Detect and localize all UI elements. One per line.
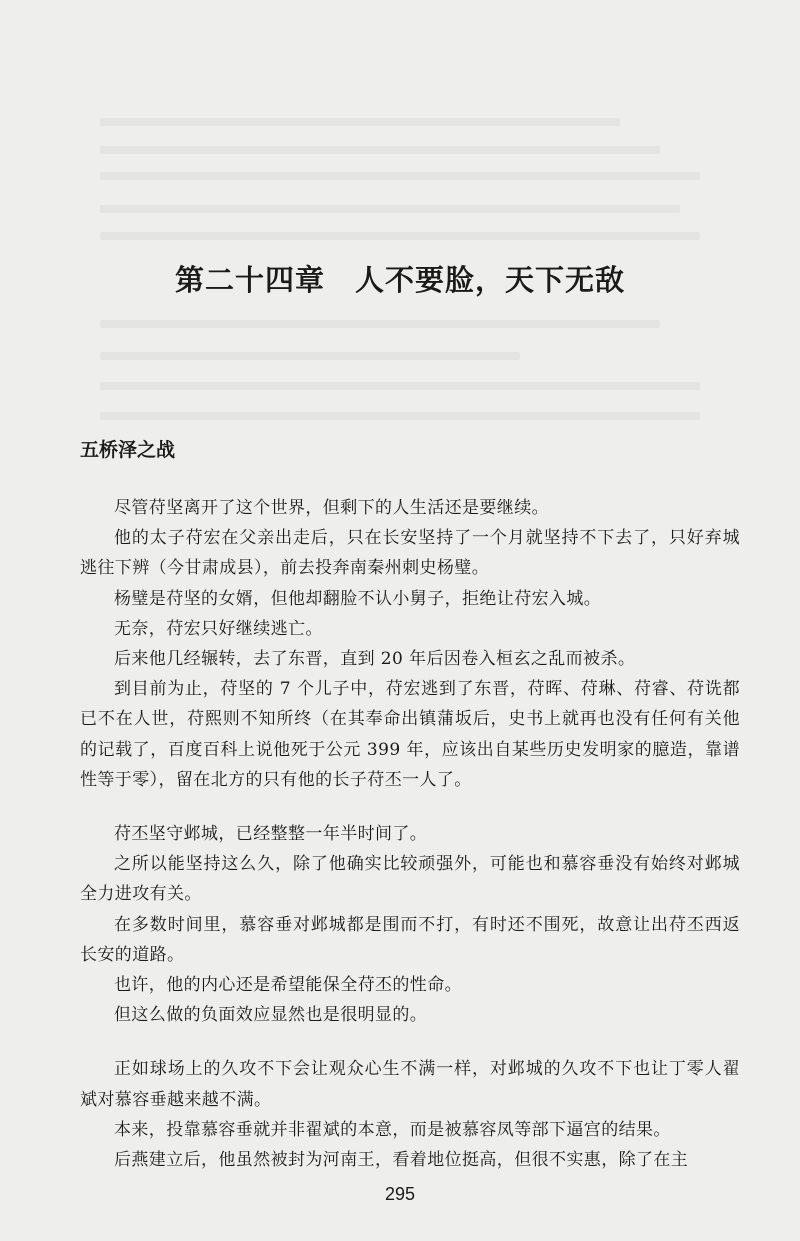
- bleed-through-line: [100, 118, 620, 126]
- paragraph: 正如球场上的久攻不下会让观众心生不满一样，对邺城的久攻不下也让丁零人翟斌对慕容垂越来越不满。: [80, 1059, 740, 1110]
- bleed-through-line: [100, 412, 700, 420]
- paragraph: 也许，他的内心还是希望能保全苻丕的性命。: [114, 975, 462, 996]
- paragraph: 尽管苻坚离开了这个世界，但剩下的人生活还是要继续。: [114, 498, 549, 518]
- paragraph: 在多数时间里，慕容垂对邺城都是围而不打，有时还不围死，故意让出苻丕西返长安的道路。: [80, 914, 740, 965]
- bleed-through-line: [100, 146, 660, 154]
- bleed-through-line: [100, 232, 700, 240]
- bleed-through-line: [100, 172, 700, 180]
- paragraph: 本来，投靠慕容垂就并非翟斌的本意，而是被慕容凤等部下逼宫的结果。: [114, 1119, 671, 1140]
- paragraph: 杨璧是苻坚的女婿，但他却翻脸不认小舅子，拒绝让苻宏入城。: [114, 588, 602, 609]
- paragraph: 到目前为止，苻坚的 7 个儿子中，苻宏逃到了东晋，苻晖、苻琳、苻睿、苻诜都已不在人世，苻熙则不知所终（在其奉命出镇蒲坂后，史书上就再也没有任何有关他的记载了，百度百科上说他死于公元 399 年，应该出自某些历史发明家的臆造，靠谱性等于零），留在北方的只有他的长子苻丕一人了。: [80, 679, 740, 790]
- paragraph: 苻丕坚守邺城，已经整整一年半时间了。: [114, 824, 428, 845]
- paragraph: 后来他几经辗转，去了东晋，直到 20 年后因卷入桓玄之乱而被杀。: [114, 649, 636, 670]
- page-number: 295: [384, 1184, 416, 1204]
- paragraph: 他的太子苻宏在父亲出走后，只在长安坚持了一个月就坚持不下去了，只好弃城逃往下辨（今甘肃成县），前去投奔南秦州刺史杨璧。: [80, 528, 740, 579]
- section-title: 五桥泽之战: [80, 439, 176, 461]
- bleed-through-line: [100, 205, 680, 213]
- paragraph: 之所以能坚持这么久，除了他确实比较顽强外，可能也和慕容垂没有始终对邺城全力进攻有关。: [80, 854, 740, 905]
- paragraph: 无奈，苻宏只好继续逃亡。: [114, 618, 323, 639]
- paragraph: 但这么做的负面效应显然也是很明显的。: [114, 1005, 428, 1026]
- bleed-through-line: [100, 352, 520, 360]
- bleed-through-line: [100, 382, 700, 390]
- body-text: [80, 493, 740, 1175]
- bleed-through-line: [100, 320, 660, 328]
- chapter-title: 第二十四章 人不要脸，天下无敌: [174, 263, 625, 297]
- paragraph: 后燕建立后，他虽然被封为河南王，看着地位挺高，但很不实惠，除了在主: [114, 1150, 689, 1171]
